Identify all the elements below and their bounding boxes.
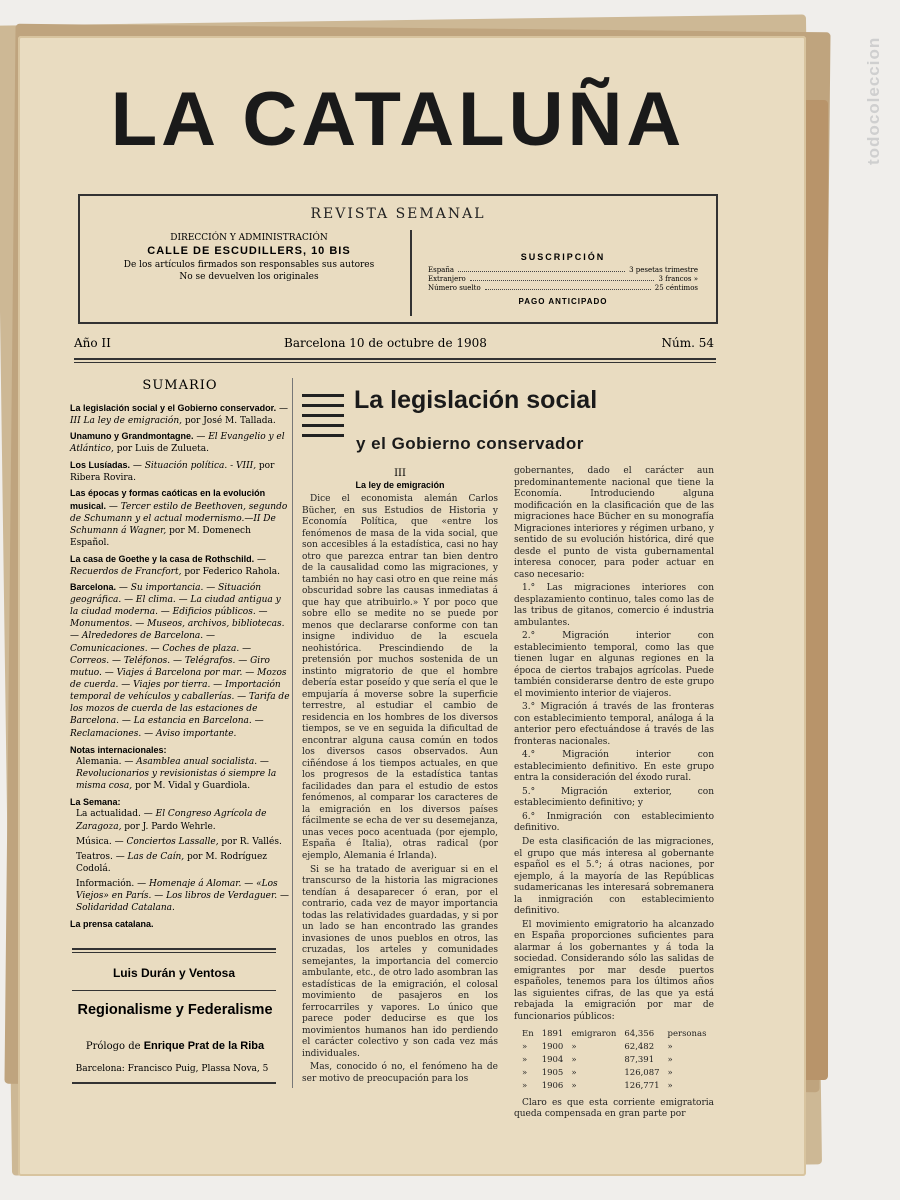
- column-divider: [292, 378, 293, 1088]
- article-paragraph: De esta clasificación de las migraciones, el grupo que más interesa al gobernante español es el 5.°; á otras naciones, por ejemplo, á la mayoría de las Repúblicas sudamericanas les interesará sobremanera la inmigración con establecimiento definitivo.: [514, 836, 714, 917]
- table-cell: 62,482: [624, 1042, 655, 1053]
- table-cell: 87,391: [624, 1054, 655, 1065]
- table-row: [522, 1055, 712, 1066]
- table-cell: »: [571, 1042, 577, 1053]
- sumario-entry-title: La legislación social y el Gobierno conservador.: [70, 403, 277, 413]
- subscription-row: [428, 284, 698, 293]
- masthead-rule: [74, 358, 716, 360]
- sumario-entry: [70, 459, 290, 484]
- semana-entry-label: Música.: [76, 836, 112, 847]
- table-cell: 64,356: [624, 1029, 655, 1040]
- table-cell: »: [667, 1042, 673, 1053]
- sumario-entry-desc: — El Evangelio y el Atlántico,: [70, 432, 285, 455]
- sumario-entry-author: por M. Domenech Español.: [70, 526, 251, 549]
- table-cell: »: [522, 1054, 528, 1065]
- sumario-entry: [70, 581, 290, 740]
- advert-prologue-author: Enrique Prat de la Riba: [143, 1040, 265, 1052]
- semana-entry-desc: — Homenaje á Alomar. — «Los Viejos» en París. — Los libros de Verdaguer. — Solidaridad Catalana.: [76, 879, 290, 914]
- article-paragraph: El movimiento emigratorio ha alcanzado en España proporciones suficientes para alarmar á los gobernantes y á toda la sociedad. Considerando sólo las salidas de emigrantes por mar desde puertos españoles, tenemos para los últimos años las siguientes cifras, de las que ya está rebajada la emigración por mar de funcionarios públicos:: [514, 919, 714, 1022]
- semana-entry-desc: — Conciertos Lassalle,: [111, 836, 219, 847]
- semana-entry: [70, 836, 290, 848]
- semana-entry: [70, 851, 290, 875]
- notas-entry-author: por M. Vidal y Guardiola.: [132, 781, 251, 792]
- issue-line: [74, 336, 714, 360]
- article-list-item: 1.° Las migraciones interiores con desplazamiento continuo, tales como las de las tribus de gitanos, comercio é industria ambulantes.: [514, 583, 714, 628]
- article-paragraph: Dice el economista alemán Carlos Bücher, en sus Estudios de Historia y Economía Política, que «entre los fenómenos de masa de la vida social, que son accesibles á la estadística, casi no hay otro que parezca entrar tan bien dentro de la causalidad como las migraciones, y también no hay casi otro en que reine más obscuridad sobre las causas inmediatas á que hay que atribuirlo.» Y por poco que sobre ello se medite no se puede por menos que declararse conforme con tan insigne individuo de la escuela neohistórica. Prescindiendo de la pretensión por muchos sostenida de un instinto migratorio de que el hombre debería estar poseído y que sería el que le empujaría á moverse sobre la superficie terrestre, al estudiar el cambio de residencia en los hombres de los diversos tiempos, se ve en seguida la dificultad de encontrar alguna causa común en todos los diversos casos observados. Aun ciñéndose á los tiempos actuales, en que los progresos de la estadística tantas facilidades dan para el estudio de estos fenómenos, al comparar los caracteres de la emigración en los diversos países fácilmente se echa de ver su desemejanza, unas veces poco acentuada (por ejemplo, España é Italia), otras radical (por ejemplo, Alemania é Irlanda).: [302, 494, 498, 861]
- table-cell: 126,771: [624, 1080, 660, 1091]
- sumario-entry-desc: — III La ley de emigración,: [70, 404, 288, 427]
- article-column-2: [514, 466, 714, 1123]
- advert-publisher: Barcelona: Francisco Puig, Plassa Nova, 5: [75, 1064, 269, 1074]
- article-list-item: 2.° Migración interior con establecimiento temporal, como las que tienen lugar en algunas regiones en la época de ciertos trabajos agrícolas. Puede también considerarse dentro de este grupo el movimiento interior de viajeros.: [514, 631, 714, 699]
- responsibility-note: De los artículos firmados son responsables sus autores: [123, 259, 375, 270]
- prensa-section-title: La prensa catalana.: [70, 919, 154, 930]
- sumario-entry: [70, 487, 290, 550]
- table-cell: »: [571, 1080, 577, 1091]
- sumario-entry-title: La casa de Goethe y la casa de Rothschild.: [70, 553, 255, 564]
- advert-prologue-label: Prólogo de: [85, 1041, 144, 1052]
- info-divider: [410, 230, 412, 316]
- subscription-place: Número suelto: [428, 284, 481, 293]
- table-cell: 1906: [541, 1080, 564, 1091]
- article-paragraph: Mas, conocido ó no, el fenómeno ha de ser motivo de preocupación para los: [302, 1062, 498, 1084]
- article-headline: La legislación social: [354, 386, 598, 414]
- issue-year: Año II: [74, 336, 111, 350]
- masthead-title: LA CATALUÑA: [110, 77, 686, 162]
- notas-entry-desc: — Asamblea anual socialista. — Revolucionarios y revisionistas ó siempre la misma cosa,: [76, 756, 277, 792]
- sumario-entry-author: por Federico Rahola.: [181, 566, 281, 577]
- article-section-title: La ley de emigración: [355, 480, 445, 490]
- table-cell: 1900: [541, 1042, 564, 1053]
- table-cell: »: [667, 1067, 673, 1078]
- table-cell: 1905: [541, 1067, 564, 1078]
- article-list-item: 4.° Migración interior con establecimiento definitivo. En este grupo entra la consideración del éxodo rural.: [514, 750, 714, 784]
- table-cell: 126,087: [624, 1067, 660, 1078]
- semana-entry-label: Teatros.: [76, 851, 113, 862]
- subscription-price: 25 céntimos: [654, 284, 698, 293]
- semana-entry: [70, 808, 290, 832]
- sumario-entry: [70, 430, 290, 455]
- sumario-list: [70, 402, 290, 931]
- sumario-entry-title: Las épocas y formas caóticas en la evolución musical.: [70, 487, 266, 511]
- subscription-info: [428, 252, 698, 306]
- masthead-subtitle: REVISTA SEMANAL: [310, 206, 486, 222]
- sumario-entry-desc: — Su importancia. — Situación geográfica. — El clima. — La ciudad antigua y la ciudad moderna. — Edificios públicos. — Monumentos. — Museos, archivos, bibliotecas. — Alrededores de Barcelona. — Comunicaciones. — Coches de plaza. — Correos. — Teléfonos. — Telégrafos. — Giro mutuo. — Viajes á Barcelona por mar. — Mozos de cuerda. — Viajes por tierra. — Importación temporal de vehículos y caballerías. — Tarifa de los mozos de cuerda de las estaciones de Barcelona. — La estancia en Barcelona. — Reclamaciones. — Aviso importante.: [70, 582, 290, 739]
- article-column-1: [302, 494, 498, 1087]
- article-list-item: 5.° Migración exterior, con establecimiento definitivo; y: [514, 786, 714, 809]
- table-cell: »: [571, 1054, 577, 1065]
- semana-entry: [70, 878, 290, 914]
- subscription-place: España: [428, 266, 455, 274]
- notas-entry-label: Alemania.: [76, 756, 122, 767]
- table-row: [522, 1029, 712, 1040]
- notas-section-title: Notas internacionales:: [70, 744, 167, 755]
- table-cell: »: [522, 1067, 528, 1078]
- semana-entry-desc: — El Congreso Agrícola de Zaragoza,: [76, 809, 267, 832]
- table-cell: »: [522, 1042, 528, 1053]
- advert-author: Luis Durán y Ventosa: [112, 966, 236, 980]
- table-row: [522, 1081, 712, 1092]
- article-list-item: 3.° Migración á través de las fronteras con establecimiento temporal, análoga á la anterior pero efectuándose á través de las fronteras nacionales.: [514, 702, 714, 747]
- advert-prologue: [60, 1040, 290, 1052]
- table-cell: »: [571, 1067, 577, 1078]
- sumario-entry: [70, 553, 290, 578]
- article-paragraph: Claro es que esta corriente emigratoria queda compensada en gran parte por: [514, 1097, 714, 1120]
- table-cell: personas: [667, 1029, 707, 1040]
- subscription-price: 3 pesetas trimestre: [629, 266, 698, 274]
- advert-rule-top: [72, 948, 276, 950]
- sumario-entry-author: por Luis de Zulueta.: [113, 444, 210, 455]
- sumario-entry-title: Los Lusíadas.: [70, 459, 131, 470]
- article-subheadline: y el Gobierno conservador: [356, 434, 584, 453]
- notas-entry: [70, 756, 290, 792]
- direccion-label: DIRECCIÓN Y ADMINISTRACIÓN: [170, 233, 328, 243]
- article-part-numeral: III: [394, 468, 406, 479]
- masthead-info-box: [78, 194, 718, 324]
- subscription-price: 3 francos »: [658, 275, 698, 284]
- semana-entry-label: Información.: [76, 879, 135, 890]
- sumario-entry-desc: — Situación política. - VIII,: [130, 460, 257, 471]
- issue-date: Barcelona 10 de octubre de 1908: [284, 336, 487, 350]
- article-list-item: 6.° Inmigración con establecimiento definitivo.: [514, 811, 714, 834]
- sumario-entry-author: por José M. Tallada.: [182, 416, 276, 427]
- advert-rule-top-thin: [72, 952, 276, 953]
- semana-entry-author: por M. Rodríguez Codolá.: [76, 851, 268, 874]
- semana-entry-author: por R. Vallés.: [218, 836, 282, 847]
- table-row: [522, 1042, 712, 1053]
- table-cell: 1904: [541, 1054, 564, 1065]
- article-paragraph: gobernantes, dado el carácter aun predominantemente nacional que tiene la Economía. Introduciendo alguna modificación en la clasificación que de las migraciones hace Bücher en su monografía Migraciones interiores y régimen urbano, y sentido de su evolución histórica, diré que desde el punto de vista gubernamental interesa conocer, para poder actuar en caso necesario:: [514, 466, 714, 580]
- sumario-entry-desc: — Tercer estilo de Beethoven, segundo de Schumann y el actual modernismo.—II De Schumann á Wagner,: [70, 501, 288, 537]
- sumario-entry-desc: — Recuerdos de Francfort,: [70, 554, 266, 577]
- table-row: [522, 1068, 712, 1079]
- sumario-entry-author: por Ribera Rovira.: [70, 460, 275, 483]
- watermark: todocoleccion: [864, 36, 883, 166]
- issue-number: Núm. 54: [661, 336, 714, 350]
- subscription-row: [428, 275, 698, 284]
- sumario-entry: [70, 402, 290, 427]
- semana-entry-label: La actualidad.: [76, 809, 141, 820]
- administration-info: [104, 232, 394, 283]
- advert-rule-middle: [72, 990, 276, 991]
- subscription-row: [428, 266, 698, 275]
- sumario-entry-title: Unamuno y Grandmontagne.: [70, 431, 194, 442]
- semana-entry-author: por J. Pardo Wehrle.: [121, 821, 216, 832]
- headline-ornament: [302, 394, 344, 444]
- semana-section-title: La Semana:: [70, 797, 121, 808]
- semana-entry-desc: — Las de Caín,: [112, 851, 185, 862]
- table-cell: 1891: [541, 1029, 564, 1040]
- payment-note: PAGO ANTICIPADO: [518, 297, 608, 307]
- table-cell: En: [522, 1029, 534, 1040]
- sumario-entry-title: Barcelona.: [70, 581, 117, 592]
- subscription-title: SUSCRIPCIÓN: [520, 252, 606, 262]
- originals-note: No se devuelven los originales: [179, 272, 319, 283]
- masthead-rule-thin: [74, 362, 716, 363]
- address: CALLE DE ESCUDILLERS, 10 BIS: [147, 245, 351, 258]
- emigration-table: [520, 1027, 714, 1093]
- article-paragraph: Si se ha tratado de averiguar si en el transcurso de la historia las migraciones tendían á desaparecer ó eran, por el contrario, cada vez de mayor importancia todas las relatividades guardadas, y si por un lado se han encontrado las grandes invasiones de unos pueblos en otros, las cruzadas, los arteles y comunidades semejantes, la importancia del comercio ambulante, etc., de otro lado asombran las estadísticas de la emigración, el colosal movimiento de pasajeros en los ferrocarriles y vapores. Lo único que parece poder deducirse es que los movimientos humanos han ido perdiendo el carácter colectivo y son cada vez más individuales.: [302, 864, 498, 1059]
- subscription-place: Extranjero: [428, 275, 466, 284]
- advert-rule-bottom: [72, 1082, 276, 1084]
- advert-book-title: Regionalisme y Federalisme: [77, 1002, 273, 1018]
- table-cell: »: [667, 1054, 673, 1065]
- sumario-title: SUMARIO: [142, 378, 218, 393]
- table-cell: emigraron: [571, 1029, 617, 1040]
- table-cell: »: [667, 1080, 673, 1091]
- table-cell: »: [522, 1080, 528, 1091]
